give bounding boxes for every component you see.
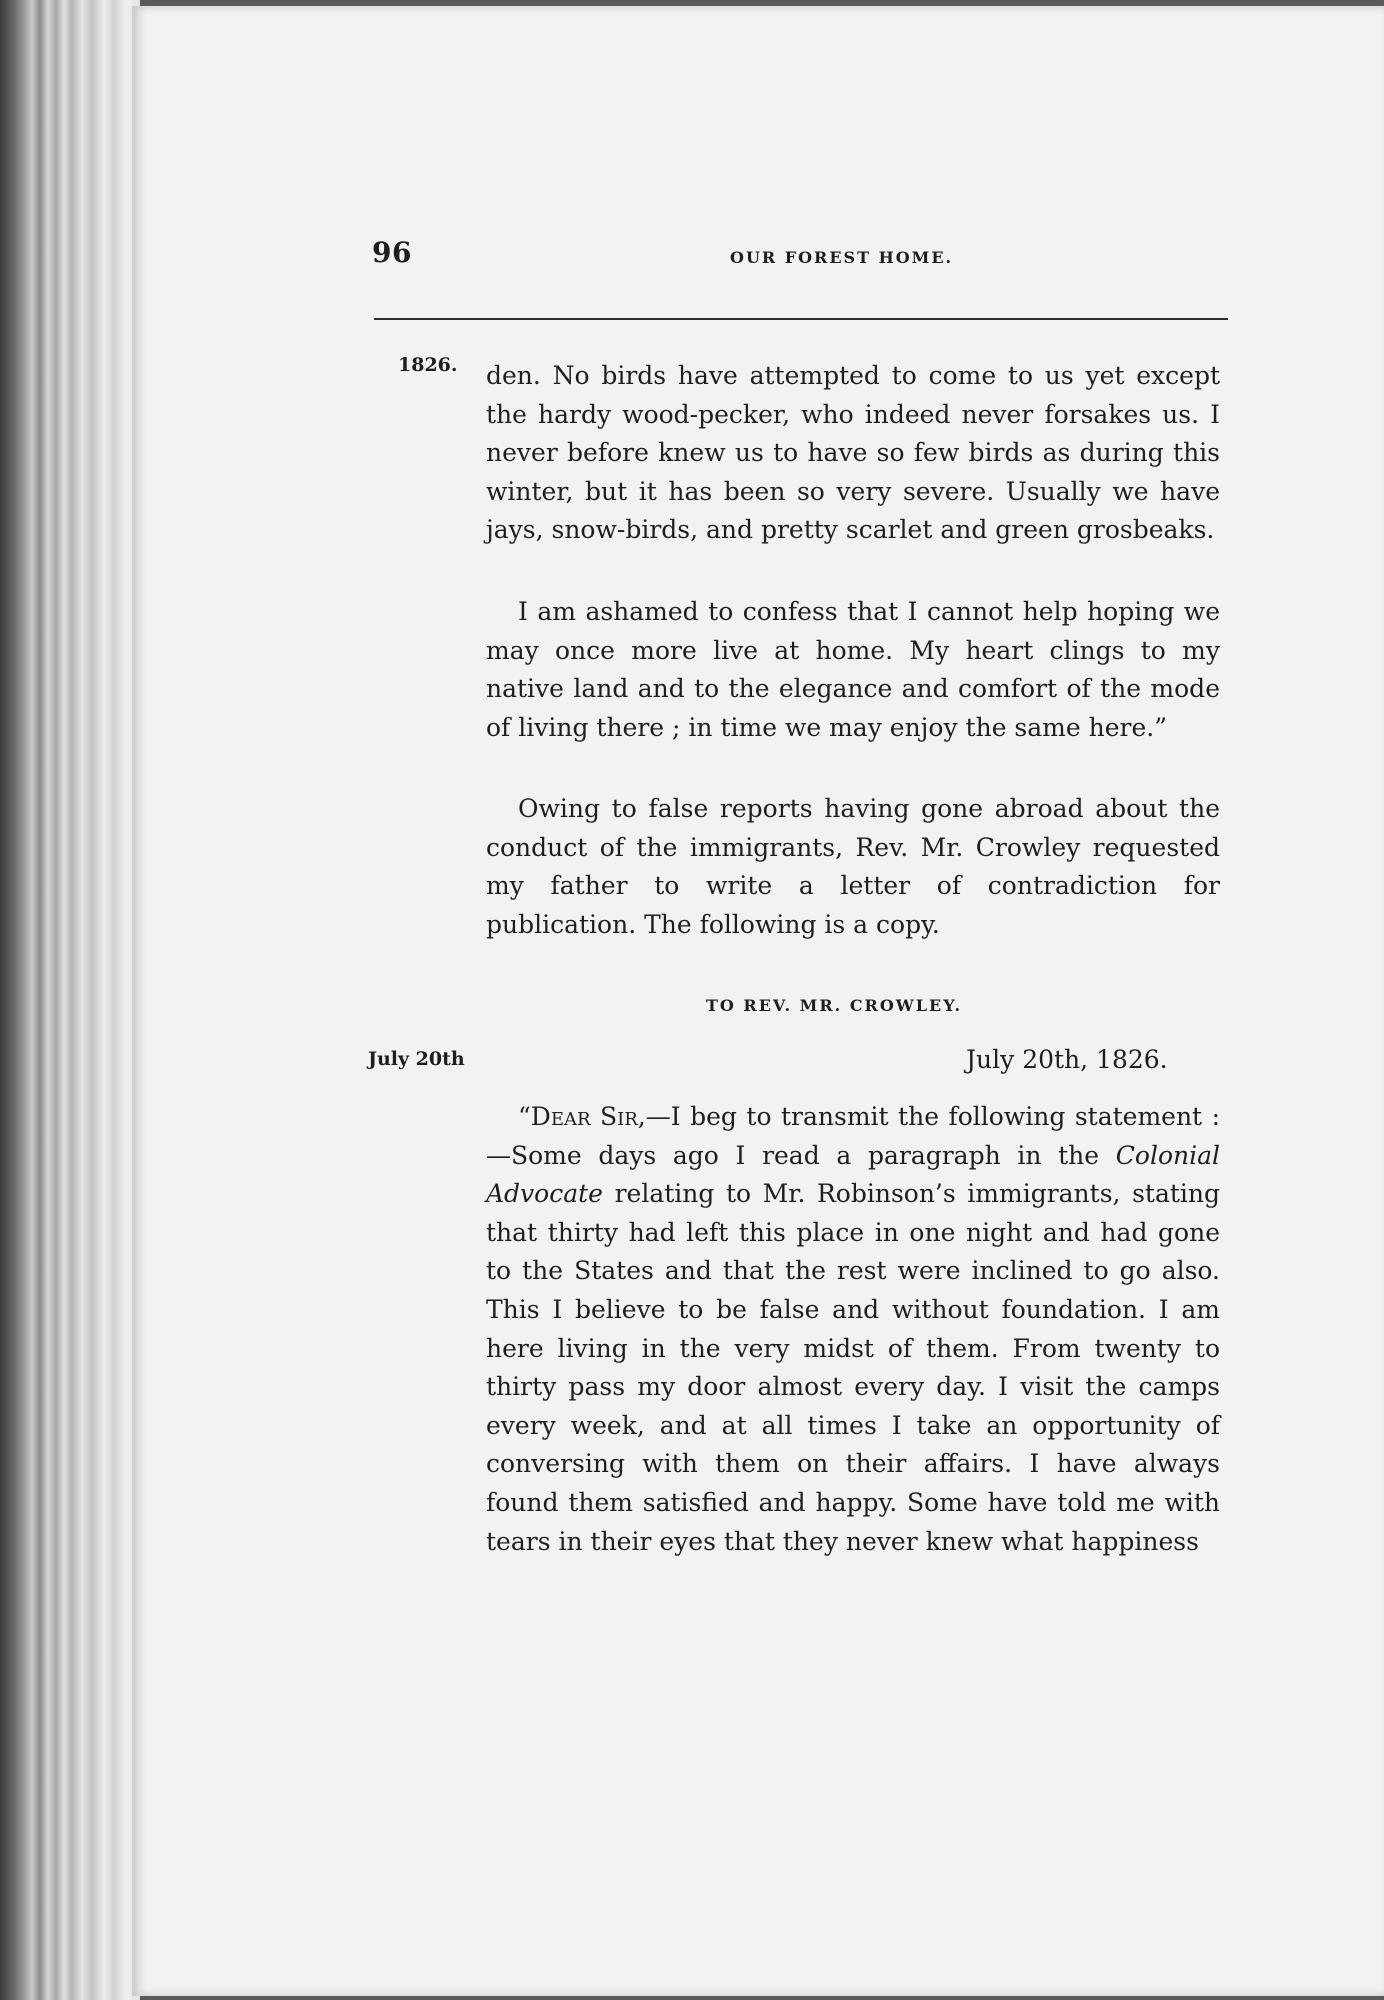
letter-body	[486, 1098, 1220, 1561]
letter-body-rest: relating to Mr. Robinson’s immigrants, stating that thirty had left this place in one night and had gone to the States and that the rest were inclined to go also. This I believe to be false and without foundation. I am here living in the very midst of them. From twenty to thirty pass my door almost every day. I visit the camps every week, and at all times I take an opportunity of conversing with them on their affairs. I have always found them satisfied and happy. Some have told me with tears in their eyes that they never knew what happiness	[486, 1179, 1220, 1556]
paragraph-2-text: I am ashamed to confess that I cannot help hoping we may once more live at home. My heart clings to my native land and to the elegance and comfort of the mode of living there ; in time we may enjoy the same here.”	[486, 597, 1220, 742]
margin-note-year: 1826.	[398, 354, 458, 376]
paragraph-2	[486, 593, 1220, 747]
paragraph-1	[486, 357, 1220, 550]
letter-heading: TO REV. MR. CROWLEY.	[706, 996, 963, 1015]
letter-body-start: —I beg to transmit the following statement :—Some days ago I read a paragraph in the	[486, 1102, 1221, 1170]
letter-salutation: “Dear Sir,	[518, 1102, 646, 1131]
margin-note-date: July 20th	[368, 1048, 465, 1070]
paragraph-3	[486, 790, 1220, 944]
paragraph-1-text: den. No birds have attempted to come to us yet except the hardy wood-pecker, who indeed never forsakes us. I never before knew us to have so few birds as during this winter, but it has been so very severe. Usually we have jays, snow-birds, and pretty scarlet and green grosbeaks.	[486, 361, 1220, 545]
newspaper-title: Colonial Advocate	[486, 1140, 1220, 1209]
paragraph-3-text: Owing to false reports having gone abroad about the conduct of the immigrants, Rev. Mr. Crowley requested my father to write a letter of contradiction for publication. The following is a copy.	[486, 794, 1220, 939]
header-rule	[374, 318, 1228, 320]
page-number: 96	[372, 236, 412, 269]
running-head: OUR FOREST HOME.	[730, 248, 954, 267]
book-page-edges	[0, 0, 140, 2000]
letter-paragraph	[486, 1098, 1220, 1561]
letter-date: July 20th, 1826.	[966, 1045, 1168, 1074]
